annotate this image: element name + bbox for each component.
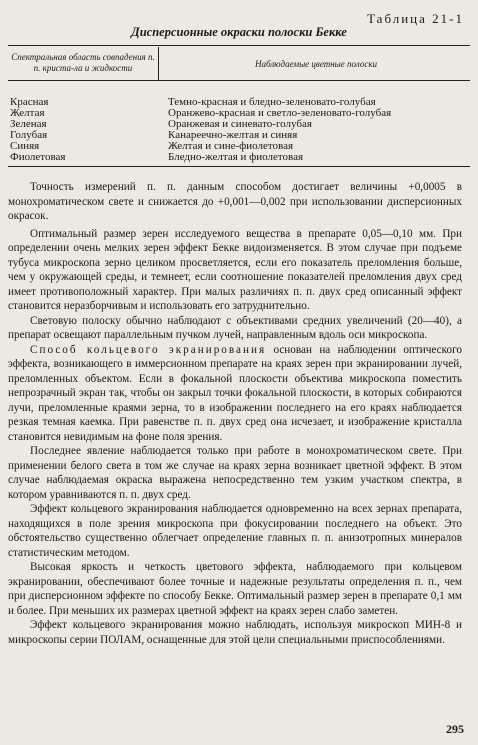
table-bottom-rule — [8, 166, 470, 167]
table-cell-region: Голубая — [10, 129, 48, 141]
table-cell-region: Желтая — [10, 107, 45, 119]
table-header-spectral-region: Спектральная область совпадения п. п. криста-ла и жидкости — [11, 52, 155, 73]
page-number: 295 — [446, 722, 464, 736]
method-name: Способ кольцевого экранирования — [30, 343, 267, 356]
table-header-observed-stripes: Наблюдаемые цветные полоски — [254, 59, 378, 69]
table-top-rule — [8, 45, 470, 46]
table-row — [10, 152, 470, 163]
table-header-rule — [8, 80, 470, 81]
paragraph: Световую полоску обычно наблюдают с объективами средних увеличений (20—40), а препарат освещают параллельным пучком лучей, направленным вдоль оси микроскопа. — [8, 314, 462, 341]
paragraph — [8, 343, 462, 445]
table-cell-observed: Желтая и сине-фиолетовая — [168, 140, 294, 152]
table-cell-region: Синяя — [10, 140, 40, 152]
table-column-divider — [158, 47, 159, 80]
paragraph-body: основан на наблюдении оптического эффекта, возникающего в иммерсионном препарате на краях зерен при экранировании лучей, преломленных объектом. Если в фокальной плоскости объектива микроскопа поместить непрозрачный экран так, чтобы он закрыл точки фокальной плоскости, в которых собираются лучи, преломленные краями зерна, то в изображении последнего на его краях наблюдается резкая темная каемка. При равенстве п. п. двух сред она исчезает, и изображение кристалла становится невидимым на фоне поля зрения. — [8, 343, 462, 443]
paragraph: Последнее явление наблюдается только при работе в монохроматическом свете. При применении белого света в том же случае на краях зерна возникает цветной эффект. В этом случае наблюдаемая окраска выражена непосредственно тем узким участком спектра, в котором уравниваются п. п. двух сред. — [8, 445, 462, 501]
table-cell-region: Зеленая — [10, 118, 47, 130]
paragraph: Точность измерений п. п. данным способом достигает величины +0,0005 в монохроматическом свете и снижается до +0,001—0,002 при использовании дисперсионных окрасок. — [8, 181, 462, 222]
table-cell-observed: Оранжевая и синевато-голубая — [168, 118, 312, 130]
paragraph: Высокая яркость и четкость цветового эффекта, наблюдаемого при кольцевом экранировании, обеспечивают более точные и надежные результаты определения п. п., чем при дисперсионном эффекте по способу Бекке. Оптимальный размер зерен в препарате 0,1 мм и более. При меньших их размерах цветной эффект на краях зерен слабо заметен. — [8, 561, 462, 617]
table-cell-observed: Темно-красная и бледно-зеленовато-голубая — [168, 96, 376, 108]
paragraph: Эффект кольцевого экранирования можно наблюдать, используя микроскоп МИН-8 и микроскопы серии ПОЛАМ, оснащенные для этой цели специальными приспособлениями. — [8, 619, 462, 646]
table-number: Таблица 21-1 — [367, 11, 464, 26]
table-cell-observed: Бледно-желтая и фиолетовая — [168, 151, 304, 163]
paragraph: Оптимальный размер зерен исследуемого вещества в препарате 0,05—0,10 мм. При определении очень мелких зерен эффект Бекке видоизменяется. В этом случае при подъеме тубуса микроскопа зерно целиком просветляется, если его показатель преломления больше, чем у окружающей среды, и темнеет, если соотношение показателей преломления двух сред имеет противоположный характер. При малых различиях п. п. двух сред описанный эффект становится неразборчивым и использовать его затруднительно. — [8, 227, 462, 312]
table-title: Дисперсионные окраски полоски Бекке — [131, 25, 347, 39]
body-text — [8, 180, 462, 647]
table-cell-region: Красная — [10, 96, 49, 108]
table-cell-observed: Канареечно-желтая и синяя — [168, 129, 298, 141]
table-cell-region: Фиолетовая — [10, 151, 66, 163]
paragraph: Эффект кольцевого экранирования наблюдается одновременно на всех зернах препарата, находящихся в поле зрения микроскопа при фокусировании последнего на объект. Это обстоятельство существенно облегчает определение главных п. п. анизотропных минералов статистическим методом. — [8, 503, 462, 559]
table-cell-observed: Оранжево-красная и светло-зеленовато-голубая — [168, 107, 392, 119]
